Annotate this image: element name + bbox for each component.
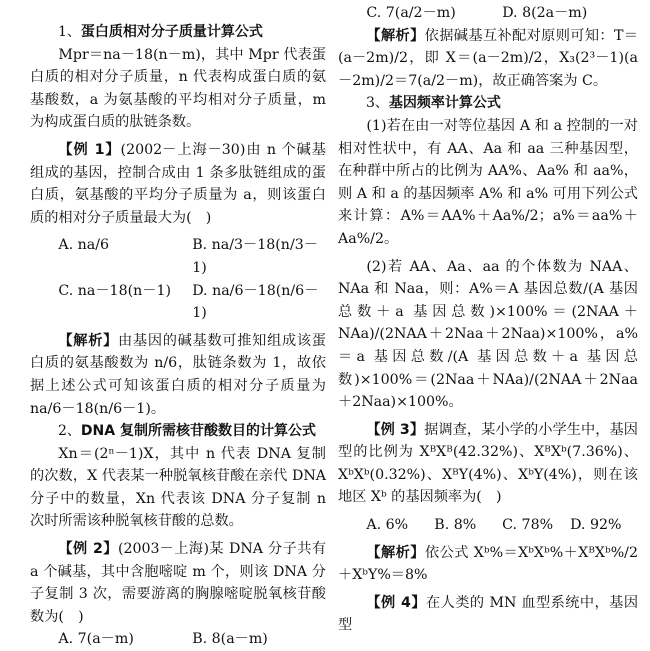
example-1-options [30, 234, 326, 279]
example-tag: 【例 4】 [366, 594, 426, 611]
solution-3: 【解析】依公式 Xᵇ%＝XᵇXᵇ%＋XᴮXᵇ%/2＋XᵇY%＝8% [338, 544, 638, 584]
solution-tag: 【解析】 [58, 332, 119, 349]
dna-replication-formula: Xn＝(2ⁿ－1)X，其中 n 代表 DNA 复制的次数，X 代表某一种脱氧核苷酸在亲代 DNA 分子中的数量，Xn 代表该 DNA 分子复制 n 次时所需该种脱氧核苷酸的总数。 [30, 445, 326, 530]
section-1-heading: 1、蛋白质相对分子质量计算公式 [58, 24, 263, 40]
option-d: D. 8(2a－m) [502, 5, 588, 21]
example-tag: 【例 1】 [58, 141, 121, 158]
example-2-options [30, 628, 326, 651]
solution-2: 【解析】依据碱基互补配对原则可知：T＝(a－2m)/2，即 X＝(a－2m)/2，X₃(2³－1)(a－2m)/2＝7(a/2－m)，故正确答案为 C。 [338, 27, 638, 89]
example-4: 【例 4】在人类的 MN 血型系统中，基因型 [338, 594, 639, 634]
option-c: C. 78% [502, 517, 554, 534]
example-3: 【例 3】据调查，某小学的小学生中，基因型的比例为 XᴮXᴮ(42.32%)、XᴮXᵇ(7.36%)、XᵇXᵇ(0.32%)、XᴮY(4%)、XᵇY(4%)，则在该地区 Xᵇ 的基因频率为( ) [338, 421, 638, 506]
protein-mass-formula: Mpr＝na－18(n－m)，其中 Mpr 代表蛋白质的相对分子质量，n 代表构成蛋白质的氨基酸数，a 为氨基酸的平均相对分子质量，m 为构成蛋白质的肽链条数。 [30, 46, 326, 131]
example-2-options-cont [338, 2, 638, 25]
option-b: B. 8% [434, 517, 477, 534]
solution-tag: 【解析】 [366, 544, 425, 561]
example-1: 【例 1】(2002－上海－30)由 n 个碱基组成的基因，控制合成由 1 条多肽链组成的蛋白质，氨基酸的平均分子质量为 a，则该蛋白质的相对分子质量最大为( ) [30, 141, 326, 226]
option-d: D. 92% [570, 517, 622, 534]
option-b: B. 8(a－m) [192, 631, 268, 648]
section-2-heading: 2、DNA 复制所需核苷酸数目的计算公式 [58, 423, 316, 440]
option-c: C. 7(a/2－m) [366, 5, 456, 21]
example-2: 【例 2】(2003－上海)某 DNA 分子共有 a 个碱基，其中含胞嘧啶 m 个，则该 DNA 分子复制 3 次，需要游离的胸腺嘧啶脱氧核苷酸数为( ) [30, 541, 327, 625]
solution-tag: 【解析】 [366, 27, 425, 44]
option-c: C. na－18(n－1) [58, 282, 172, 299]
example-tag: 【例 2】 [58, 541, 118, 558]
option-a: A. 7(a－m) [58, 631, 134, 648]
option-d: D. na/6－18(n/6－1) [192, 282, 319, 322]
section-3-heading: 3、基因频率计算公式 [366, 95, 501, 112]
example-3-options [338, 514, 638, 537]
example-1-options-row2 [30, 280, 326, 325]
gene-frequency-formula-2: (2)若 AA、Aa、aa 的个体数为 NAA、NAa 和 Naa，则：A%＝A 基因总数/(A 基因总数＋a 基因总数)×100%＝(2NAA＋NAa)/(2NAA＋2Naa＋2Naa)×100%，a%＝a 基因总数/(A 基因总数＋a 基因总数)×100%＝(2Naa＋NAa)/(2NAA＋2Naa＋2Naa)×100%。 [338, 258, 638, 411]
option-a: A. na/6 [58, 237, 110, 254]
solution-1: 【解析】由基因的碱基数可推知组成该蛋白质的氨基酸数为 n/6，肽链条数为 1，故依据上述公式可知该蛋白质的相对分子质量为 na/6－18(n/6－1)。 [30, 332, 326, 417]
right-column [338, 0, 638, 637]
option-b: B. na/3－18(n/3－1) [192, 237, 318, 276]
left-column [30, 0, 326, 651]
example-tag: 【例 3】 [366, 421, 425, 438]
option-a: A. 6% [366, 517, 409, 534]
gene-frequency-formula-1: (1)若在由一对等位基因 A 和 a 控制的一对相对性状中，有 AA、Aa 和 aa 三种基因型，在种群中所占的比例为 AA%、Aa% 和 aa%，则 A 和 a 的基因频率 A% 和 a% 可用下列公式来计算：A%＝AA%＋Aa%/2；a%＝aa%＋Aa%/2。 [338, 117, 638, 247]
